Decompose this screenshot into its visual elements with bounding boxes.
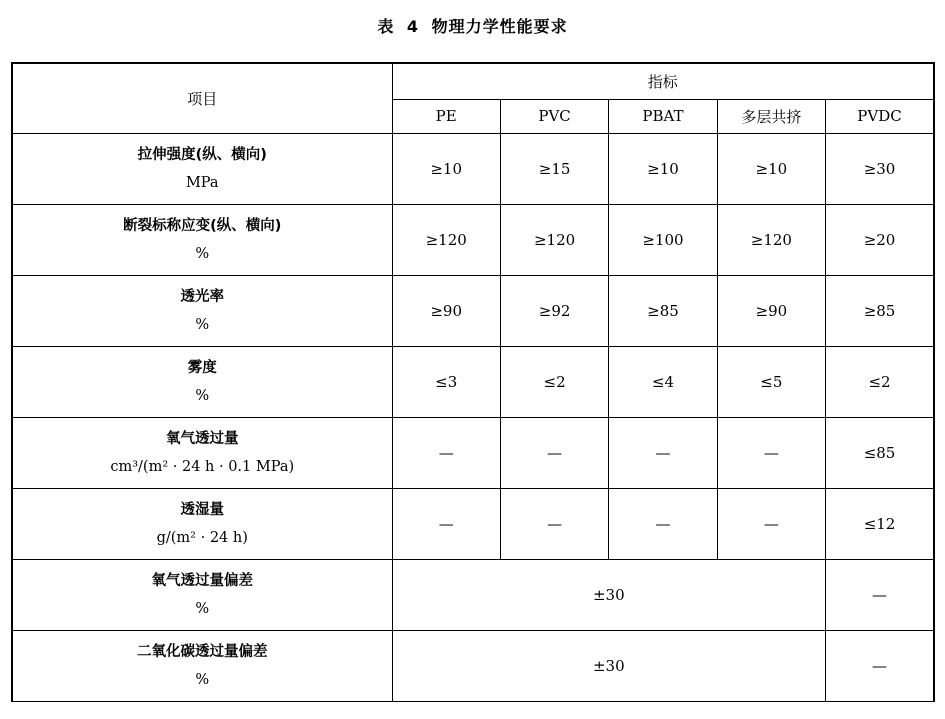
value-cell: ≥92: [500, 275, 608, 346]
item-unit: %: [195, 600, 210, 617]
column-header-pvdc: PVDC: [826, 99, 934, 133]
value-cell: ≥85: [609, 275, 717, 346]
table-title: 表 4 物理力学性能要求: [377, 17, 568, 36]
value-cell: —: [826, 559, 934, 630]
value-cell: ≥90: [392, 275, 500, 346]
value-cell: ≥10: [392, 133, 500, 204]
value-cell: ≥20: [826, 204, 934, 275]
item-name: 氧气透过量偏差: [151, 572, 253, 589]
item-cell: [12, 346, 392, 417]
value-cell: —: [826, 630, 934, 701]
merged-value-cell: ±30: [392, 559, 826, 630]
column-header-multilayer: 多层共挤: [717, 99, 825, 133]
item-unit: g/(m² · 24 h): [156, 529, 248, 546]
item-cell: [12, 630, 392, 701]
value-cell: ≤2: [500, 346, 608, 417]
table-row: [12, 417, 934, 488]
item-unit: %: [195, 245, 210, 262]
value-cell: ≥10: [717, 133, 825, 204]
item-unit: MPa: [185, 174, 219, 191]
value-cell: —: [609, 417, 717, 488]
item-name: 拉伸强度(纵、横向): [137, 146, 267, 163]
value-cell: ≥120: [717, 204, 825, 275]
item-unit: %: [195, 316, 210, 333]
value-cell: —: [500, 488, 608, 559]
item-unit: cm³/(m² · 24 h · 0.1 MPa): [110, 458, 295, 475]
value-cell: ≤3: [392, 346, 500, 417]
item-cell: [12, 275, 392, 346]
item-unit: %: [195, 671, 210, 688]
item-column-header: 项目: [12, 63, 392, 133]
item-cell: [12, 417, 392, 488]
table-row: [12, 559, 934, 630]
value-cell: ≥120: [392, 204, 500, 275]
value-cell: ≤4: [609, 346, 717, 417]
merged-value-cell: ±30: [392, 630, 826, 701]
item-name: 雾度: [187, 359, 217, 376]
item-cell: [12, 488, 392, 559]
table-row: [12, 488, 934, 559]
value-cell: ≤85: [826, 417, 934, 488]
physical-mechanical-requirements-table: [11, 62, 935, 702]
table-row: [12, 133, 934, 204]
value-cell: ≥10: [609, 133, 717, 204]
column-header-pvc: PVC: [500, 99, 608, 133]
item-name: 断裂标称应变(纵、横向): [123, 217, 282, 234]
column-header-pe: PE: [392, 99, 500, 133]
value-cell: ≤2: [826, 346, 934, 417]
table-row: [12, 630, 934, 701]
item-name: 氧气透过量: [166, 430, 239, 447]
value-cell: ≥120: [500, 204, 608, 275]
item-cell: [12, 204, 392, 275]
table-row: [12, 204, 934, 275]
value-cell: ≥85: [826, 275, 934, 346]
header-row: [12, 63, 934, 99]
value-cell: ≥15: [500, 133, 608, 204]
value-cell: ≤12: [826, 488, 934, 559]
item-cell: [12, 133, 392, 204]
value-cell: ≥100: [609, 204, 717, 275]
table-row: [12, 346, 934, 417]
value-cell: —: [717, 417, 825, 488]
value-cell: ≤5: [717, 346, 825, 417]
value-cell: —: [500, 417, 608, 488]
item-name: 透湿量: [180, 501, 224, 518]
item-cell: [12, 559, 392, 630]
item-name: 透光率: [180, 288, 224, 305]
value-cell: ≥90: [717, 275, 825, 346]
value-cell: —: [717, 488, 825, 559]
table-row: [12, 275, 934, 346]
value-cell: —: [609, 488, 717, 559]
column-header-pbat: PBAT: [609, 99, 717, 133]
value-cell: —: [392, 417, 500, 488]
item-name: 二氧化碳透过量偏差: [137, 643, 268, 660]
item-unit: %: [195, 387, 210, 404]
value-cell: ≥30: [826, 133, 934, 204]
indicator-group-header: 指标: [392, 63, 934, 99]
value-cell: —: [392, 488, 500, 559]
